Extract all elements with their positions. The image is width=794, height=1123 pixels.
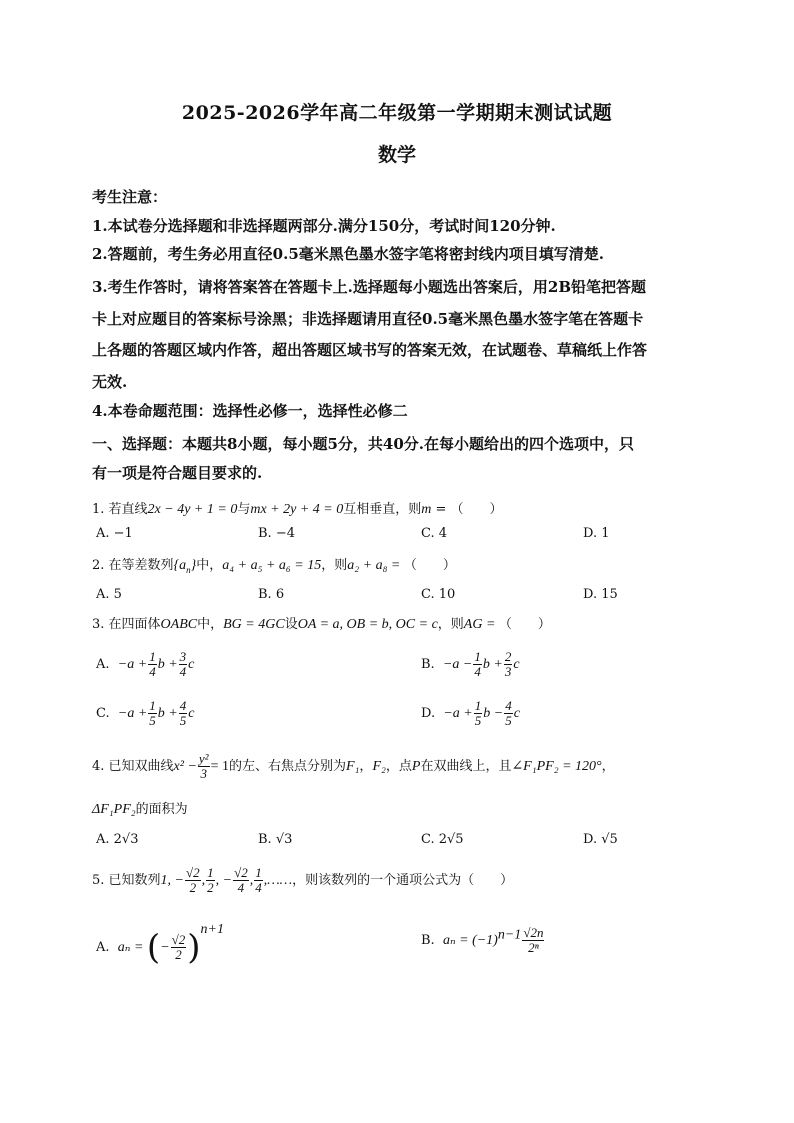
q3-name: OABC — [160, 617, 198, 632]
q3-cond: BG = 4GC — [223, 617, 285, 632]
notice-heading: 考生注意： — [92, 188, 168, 206]
q3-option-c: C. −a + $\frac{1}{5}$ b + $\frac{4}{5}$ c — [96, 698, 195, 728]
q4-option-a: A. 2√3 — [96, 832, 139, 847]
question-3 — [92, 613, 551, 633]
q1-mid: 与 — [237, 502, 251, 517]
q4-option-d: D. √5 — [583, 832, 618, 847]
q3-def: OA = a, OB = b, OC = c — [297, 617, 438, 632]
question-1 — [92, 498, 503, 518]
q1-prefix: 1. 若直线 — [92, 502, 148, 517]
q2-option-d: D. 15 — [583, 587, 618, 602]
notice-item-1: 1.本试卷分选择题和非选择题两部分.满分150分，考试时间120分钟. — [92, 217, 556, 235]
q3-mid2: 设 — [284, 617, 298, 632]
question-4-line-2: ΔF₁PF₂的面积为 — [92, 802, 188, 817]
q4-option-c: C. 2√5 — [421, 832, 464, 847]
q3-tail: （ ） — [498, 617, 551, 632]
notice-item-3-line-4: 无效. — [92, 373, 128, 391]
q1-tail: = （ ） — [431, 502, 503, 517]
q2-mid2: ，则 — [321, 558, 348, 573]
exam-subject: 数学 — [377, 144, 416, 166]
q4-prefix: 4. 已知双曲线 — [92, 759, 174, 774]
q2-ask: a₂ + a₈ = — [347, 558, 404, 573]
q5-option-b: B. $a_n = (-1)^{n-1}$ $\frac{√2n}{\text{2ⁿ}}$ — [421, 925, 544, 955]
q3-ask: AG = — [463, 617, 499, 632]
q2-option-c: C. 10 — [421, 587, 456, 602]
q4-option-b: B. √3 — [258, 832, 293, 847]
q2-option-a: A. 5 — [96, 587, 122, 602]
q2-mid: 中， — [196, 558, 223, 573]
notice-item-3-line-1: 3.考生作答时，请将答案答在答题卡上.选择题每小题选出答案后，用2B铅笔把答题 — [92, 278, 647, 296]
q1-eq1: 2x − 4y + 1 = 0 — [147, 502, 238, 517]
q2-seq: $\{a_n\}$ — [173, 558, 197, 575]
section-1-line-1: 一、选择题：本题共8小题，每小题5分，共40分.在每小题给出的四个选项中，只 — [92, 435, 634, 453]
q3-mid3: ，则 — [437, 617, 464, 632]
q1-eq2: mx + 2y + 4 = 0 — [250, 502, 344, 517]
q2-option-b: B. 6 — [258, 587, 285, 602]
q1-option-a: A. −1 — [96, 526, 133, 541]
q4-angle: ∠F₁PF₂ = 120° — [511, 759, 602, 774]
question-2 — [92, 554, 456, 575]
q1-suffix: 互相垂直，则 — [343, 502, 422, 517]
q3-option-a: A. −a + $\frac{1}{4}$ b + $\frac{3}{4}$ c — [96, 649, 195, 679]
q3-mid: 中， — [197, 617, 224, 632]
q3-option-b: B. −a − $\frac{1}{4}$ b + $\frac{2}{3}$ c — [421, 649, 520, 679]
q2-prefix: 2. 在等差数列 — [92, 558, 174, 573]
q2-tail: （ ） — [403, 558, 456, 573]
q1-option-b: B. −4 — [258, 526, 295, 541]
q1-option-c: C. 4 — [421, 526, 448, 541]
q5-option-a: A. aₙ = (− $\frac{√2}{2}$ )$^{n+1}$ — [96, 922, 224, 968]
notice-item-3-line-2: 卡上对应题目的答案标号涂黑；非选择题请用直径0.5毫米黑色墨水签字笔在答题卡 — [92, 310, 644, 328]
notice-item-2: 2.答题前，考生务必用直径0.5毫米黑色墨水签字笔将密封线内项目填写清楚. — [92, 245, 604, 263]
q2-cond: a₄ + a₅ + a₆ = 15 — [222, 558, 322, 573]
q3-option-d: D. −a + $\frac{1}{5}$ b − $\frac{4}{5}$ c — [421, 698, 520, 728]
section-1-line-2: 有一项是符合题目要求的. — [92, 464, 263, 482]
q3-prefix: 3. 在四面体 — [92, 617, 161, 632]
question-5: 5. 已知数列1, − $\frac{√2}{2}$ , $\frac{1}{2}$ , − $\frac{√2}{4}$ , $\frac{1}{4}$ ,……，则该数列的一个通项公式为（ ） — [92, 865, 514, 895]
notice-item-4: 4.本卷命题范围：选择性必修一，选择性必修二 — [92, 402, 408, 420]
notice-item-3-line-3: 上各题的答题区域内作答，超出答题区域书写的答案无效，在试题卷、草稿纸上作答 — [92, 341, 648, 359]
q1-option-d: D. 1 — [583, 526, 610, 541]
question-4: 4. 已知双曲线x² − $\frac{\text{y²}}{3}$ = 1的左、右焦点分别为F₁，F₂，点P在双曲线上，且∠F₁PF₂ = 120°， — [92, 751, 615, 781]
exam-title: 2025-2026学年高二年级第一学期期末测试试题 — [181, 102, 613, 124]
q1-var: m — [421, 502, 432, 517]
